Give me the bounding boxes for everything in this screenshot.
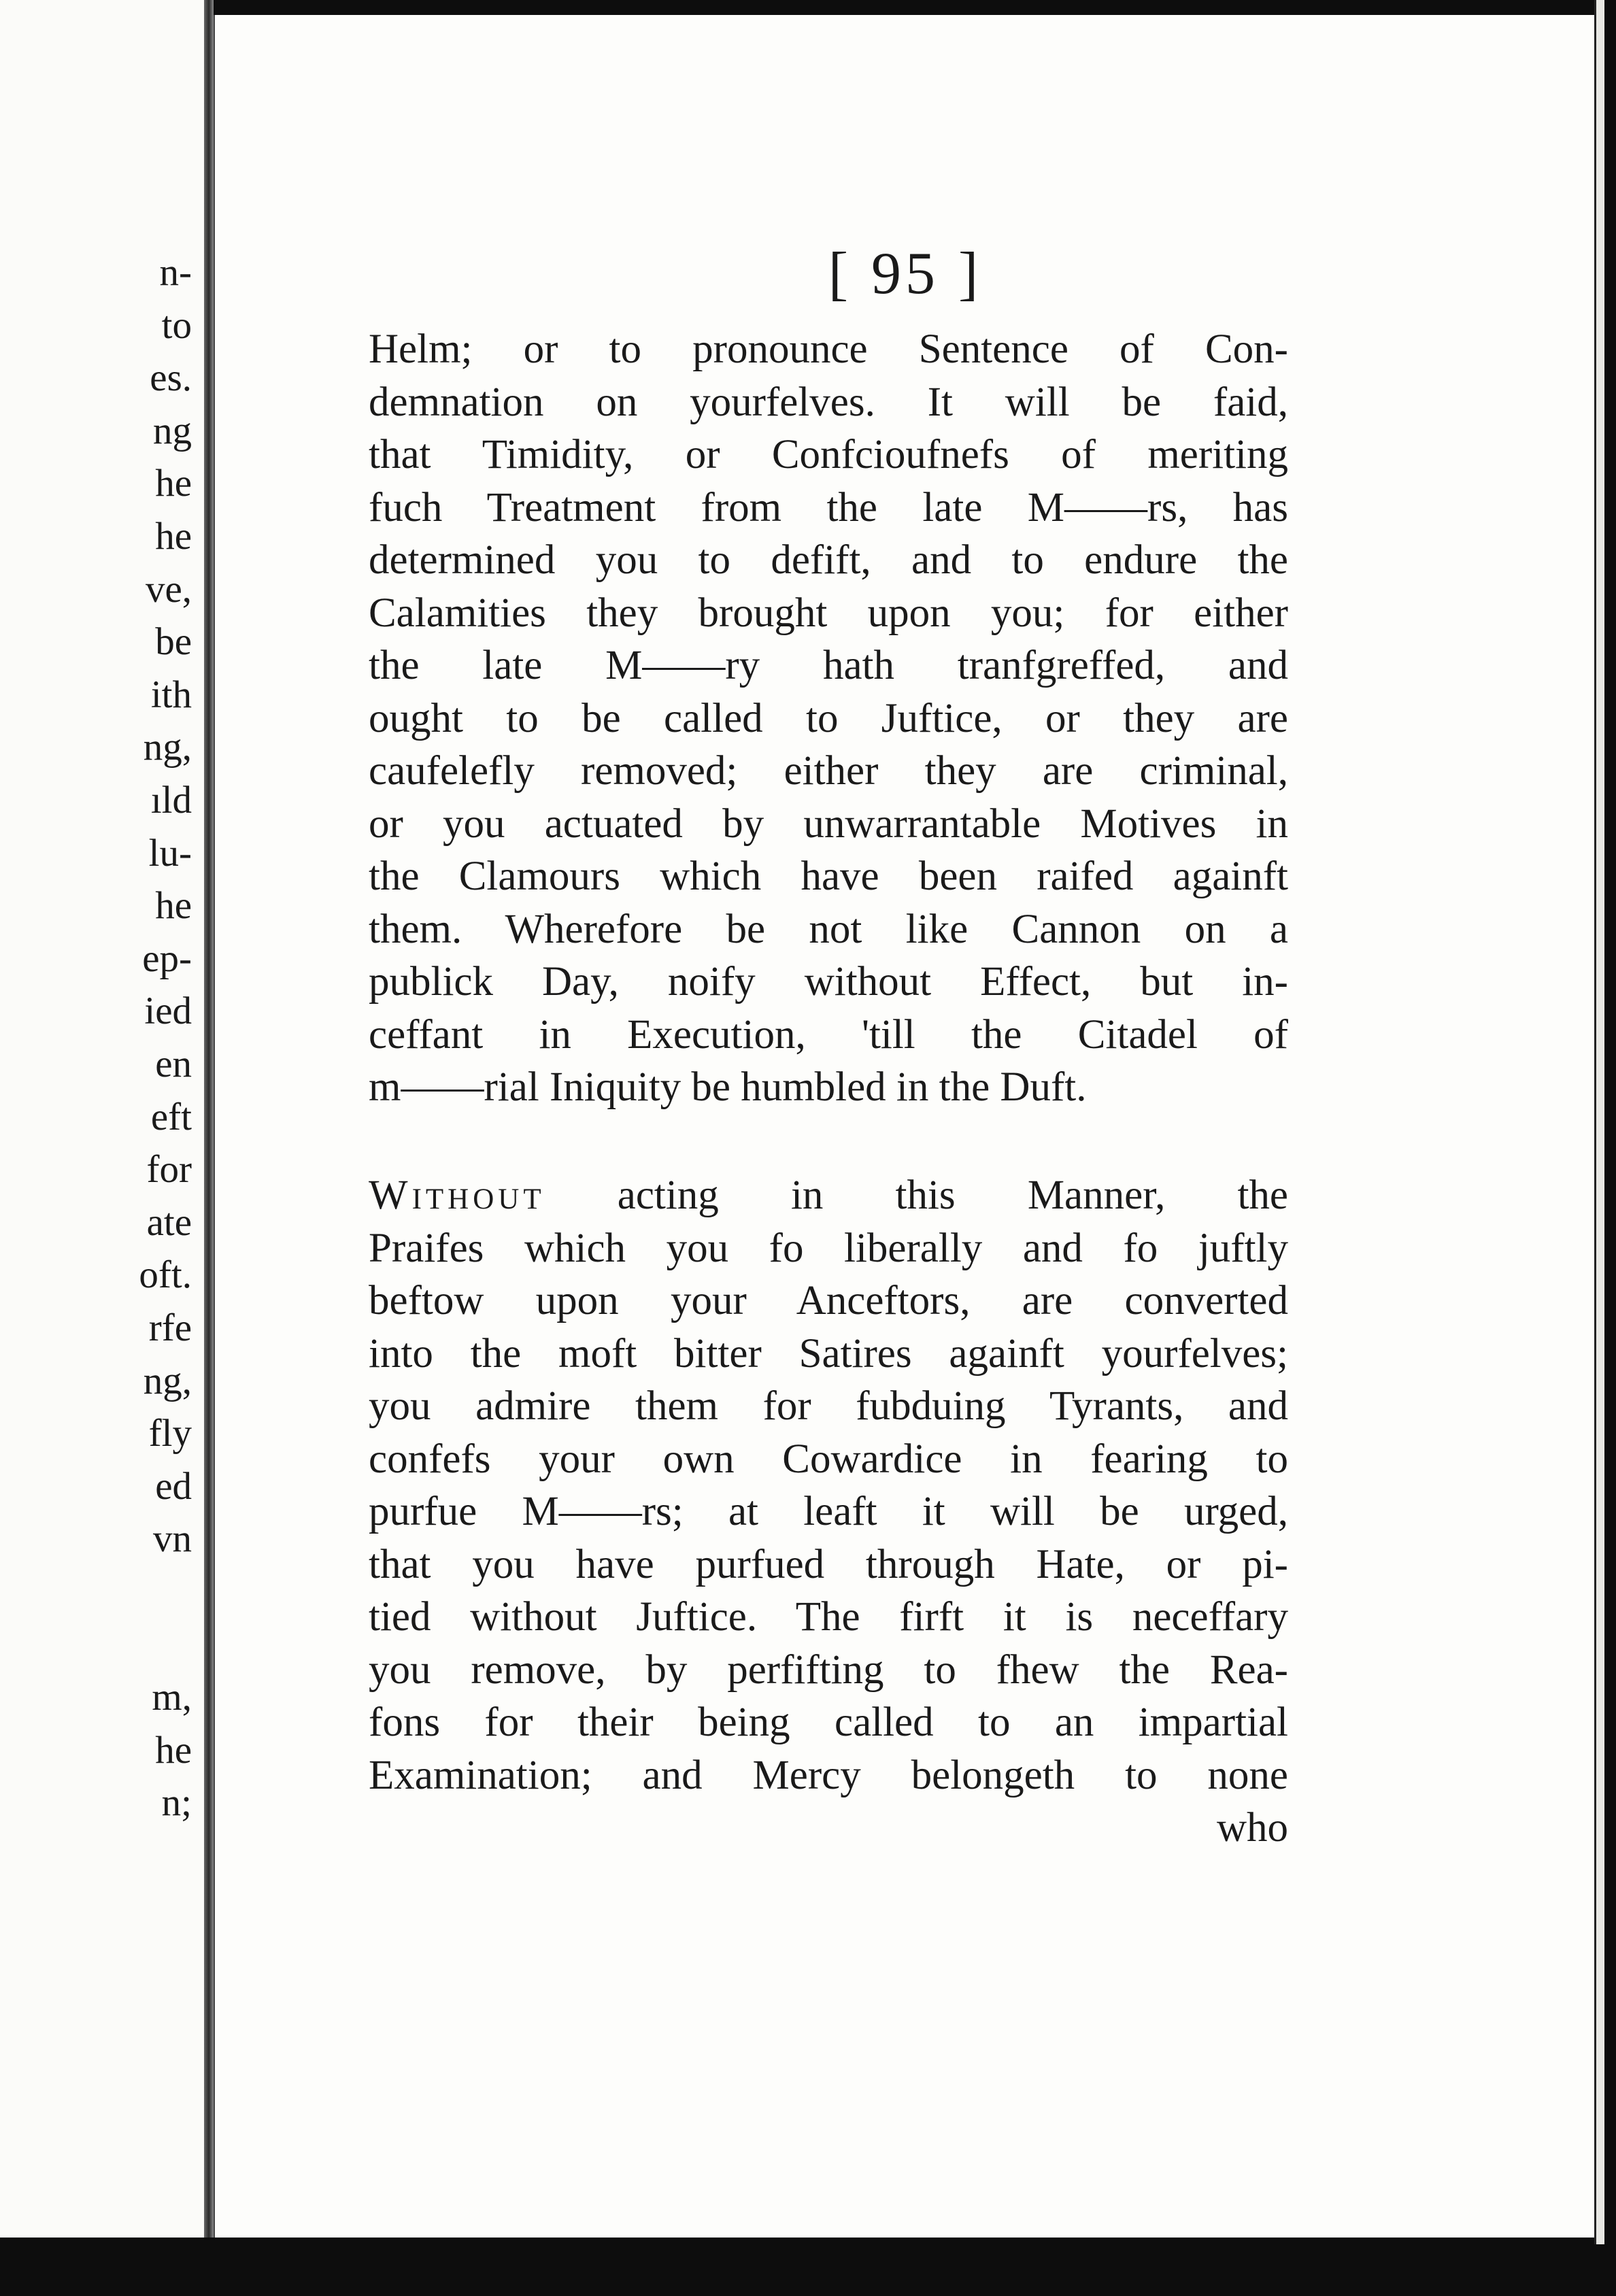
left-page-fragment: fly bbox=[148, 1412, 192, 1455]
left-page-fragment: he bbox=[155, 1728, 192, 1772]
text-line: demnation on yourfelves. It will be faid, bbox=[369, 379, 1288, 425]
text-line: that you have purfued through Hate, or pi- bbox=[369, 1541, 1288, 1587]
paragraph-2-lead-word: Without bbox=[369, 1172, 545, 1218]
left-page-fragment: for bbox=[146, 1148, 192, 1192]
left-page-fragment: vn bbox=[153, 1517, 192, 1561]
text-line: Calamities they brought upon you; for either bbox=[369, 590, 1288, 636]
text-line: Helm; or to pronounce Sentence of Con- bbox=[369, 326, 1288, 372]
text-line: Examination; and Mercy belongeth to none bbox=[369, 1752, 1288, 1798]
text-line: purfue M——rs; at leaft it will be urged, bbox=[369, 1489, 1288, 1534]
left-page-fragment: ng, bbox=[143, 726, 192, 769]
left-page-fragment: ith bbox=[150, 673, 192, 716]
left-page-fragment: ep- bbox=[142, 936, 192, 980]
text-line: fons for their being called to an impartial bbox=[369, 1700, 1288, 1745]
text-line: or you actuated by unwarrantable Motives in bbox=[369, 800, 1288, 847]
text-line: caufelefly removed; either they are criminal, bbox=[369, 748, 1288, 794]
left-page-fragment: m, bbox=[152, 1676, 192, 1719]
current-page bbox=[214, 15, 1596, 2238]
text-line: publick Day, noify without Effect, but in- bbox=[369, 959, 1288, 1004]
page-number: [ 95 ] bbox=[828, 241, 983, 307]
left-page-fragment: ve, bbox=[145, 567, 192, 611]
text-line: you admire them for fubduing Tyrants, and bbox=[369, 1383, 1288, 1429]
paragraph-2 bbox=[369, 1169, 1288, 1855]
left-page-fragment: ed bbox=[155, 1464, 192, 1508]
catchword: who bbox=[1216, 1805, 1288, 1851]
left-page-fragment: eft bbox=[150, 1095, 192, 1138]
left-page-fragment: lu- bbox=[148, 831, 192, 875]
text-line: fuch Treatment from the late M——rs, has bbox=[369, 484, 1288, 530]
text-line: into the moft bitter Satires againft yourfelves; bbox=[369, 1330, 1288, 1377]
paragraph-2-first-line-rest: acting in this Manner, the bbox=[617, 1172, 1288, 1218]
text-line: the Clamours which have been raifed againft bbox=[369, 854, 1288, 899]
left-page-fragment: oft. bbox=[139, 1253, 192, 1297]
text-line: beftow upon your Anceftors, are converted bbox=[369, 1278, 1288, 1323]
previous-page-edge bbox=[0, 0, 204, 2238]
text-line: the late M——ry hath tranfgreffed, and bbox=[369, 643, 1288, 688]
text-line: that Timidity, or Confcioufnefs of meriting bbox=[369, 432, 1288, 477]
left-page-fragment: be bbox=[155, 620, 192, 664]
text-line: tied without Juftice. The firft it is neceffary bbox=[369, 1594, 1288, 1640]
left-page-fragment: he bbox=[155, 462, 192, 505]
book-gutter bbox=[204, 0, 214, 2238]
text-line: ceffant in Execution, 'till the Citadel of bbox=[369, 1011, 1288, 1058]
left-page-fragment: n- bbox=[159, 251, 192, 294]
right-page-edge bbox=[1594, 0, 1604, 2244]
text-line: confefs your own Cowardice in fearing to bbox=[369, 1436, 1288, 1482]
text-line: ought to be called to Juftice, or they are bbox=[369, 695, 1288, 741]
left-page-fragment: he bbox=[155, 515, 192, 558]
left-page-fragment: en bbox=[155, 1043, 192, 1085]
text-line: them. Wherefore be not like Cannon on a bbox=[369, 906, 1288, 952]
text-line: Praifes which you fo liberally and fo juftly bbox=[369, 1225, 1288, 1271]
left-page-fragment: ng, bbox=[143, 1359, 192, 1402]
text-line: m——rial Iniquity be humbled in the Duft. bbox=[369, 1064, 1087, 1110]
left-page-fragment: he bbox=[155, 884, 192, 928]
left-page-fragment: ied bbox=[144, 990, 192, 1033]
text-line: you remove, by perfifting to fhew the Rea- bbox=[369, 1647, 1288, 1693]
left-page-fragment: ate bbox=[146, 1200, 192, 1244]
text-line: determined you to defift, and to endure the bbox=[369, 537, 1288, 583]
left-page-fragment: n; bbox=[161, 1781, 192, 1825]
left-page-fragment: rfe bbox=[148, 1306, 192, 1349]
left-page-fragment: ng bbox=[153, 409, 192, 452]
left-page-fragment: es. bbox=[150, 356, 192, 400]
left-page-fragment: to bbox=[161, 303, 192, 347]
left-page-fragment: ıld bbox=[150, 779, 192, 822]
paragraph-1 bbox=[369, 323, 1288, 1114]
paragraph-2-first-line bbox=[369, 1169, 1288, 1222]
